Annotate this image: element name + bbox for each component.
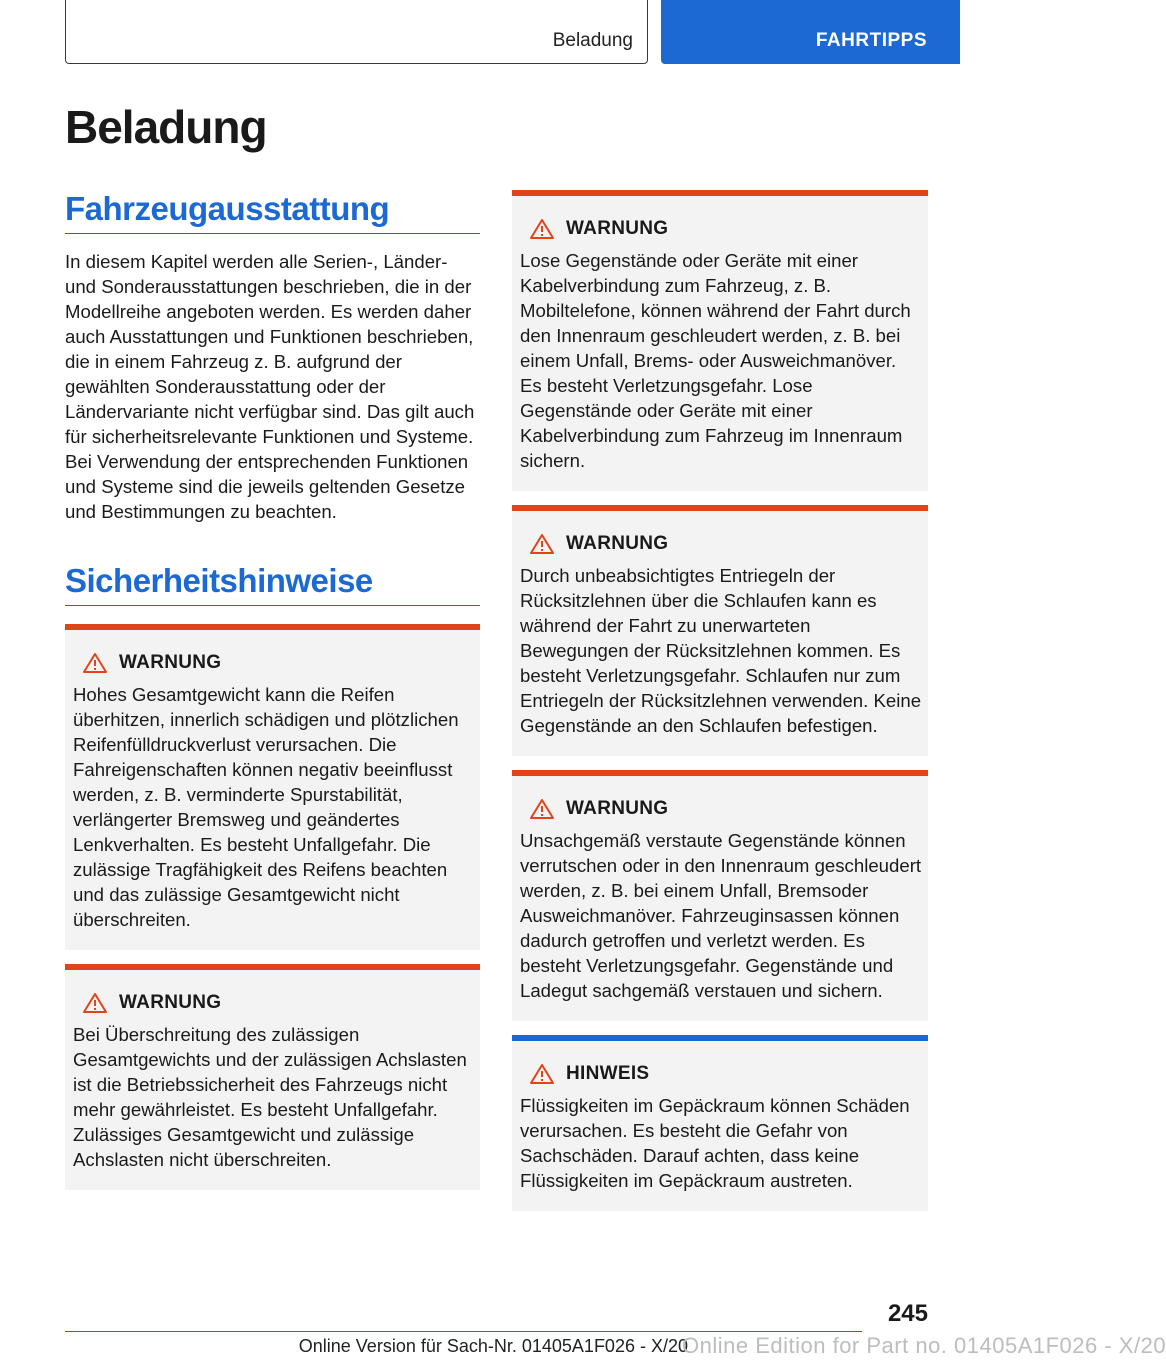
warning-box-text: Unsachgemäß verstaute Gegenstände können verrutschen oder in den Innenraum geschleudert werden, z. B. bei einem Unfall, Bremsoder Ausweichmanöver. Fahrzeuginsassen können dadurch getroffen und verletzt werden. Es besteht Verletzungsgefahr. Gegenstände und Ladegut sachgemäß verstauen und sichern.: [520, 830, 922, 1001]
section-heading-equipment: Fahrzeugausstattung: [65, 190, 480, 234]
note-box-header: [520, 1059, 922, 1089]
warning-box-title: WARNUNG: [566, 798, 669, 819]
section-tab-label: Beladung: [552, 30, 633, 51]
warning-triangle-icon: [524, 218, 560, 240]
warning-box-header: [520, 529, 922, 559]
section-tab: [65, 0, 648, 64]
warning-box-text: Lose Gegenstände oder Geräte mit einer Kabelverbindung zum Fahrzeug, z. B. Mobiltelefone, können während der Fahrt durch den Innenraum geschleudert werden, z. B. bei einem Unfall, Brems- oder Ausweichmanöver. Es besteht Verletzungsgefahr. Lose Gegenstände oder Geräte mit einer Kabelverbindung zum Fahrzeug im Innenraum sichern.: [520, 250, 911, 471]
page-title: Beladung: [65, 101, 267, 153]
warning-box-title: WARNUNG: [119, 652, 222, 673]
warning-box-header: [73, 648, 474, 678]
note-box: [512, 1035, 928, 1211]
watermark: Online Edition for Part no. 01405A1F026 - X/20: [682, 1333, 1166, 1358]
warning-box: [65, 624, 480, 950]
chapter-tab: [661, 0, 960, 64]
warning-box-title: WARNUNG: [566, 533, 669, 554]
warning-triangle-icon: [77, 992, 113, 1014]
warning-box: [512, 505, 928, 756]
warning-box-title: WARNUNG: [566, 218, 669, 239]
warning-box: [512, 770, 928, 1021]
footer-online-version: Online Version für Sach-Nr. 01405A1F026 - X/20: [298, 1336, 688, 1356]
warning-box-text: Durch unbeabsichtigtes Entriegeln der Rücksitzlehnen über die Schlaufen kann es während der Fahrt zu unerwarteten Bewegungen der Rücksitzlehnen kommen. Es besteht Verletzungsgefahr. Schlaufen nur zum Entriegeln der Rücksitzlehnen verwenden. Keine Gegenstände an den Schlaufen befestigen.: [520, 565, 922, 736]
warning-box-header: [73, 988, 474, 1018]
right-column: [512, 190, 928, 1225]
warning-box-text: Hohes Gesamtgewicht kann die Reifen überhitzen, innerlich schädigen und plötzlichen Reifenfülldruckverlust verursachen. Die Fahreigenschaften können negativ beeinflusst werden, z. B. verminderte Spurstabilität, verlängerter Bremsweg und geändertes Lenkverhalten. Es besteht Unfallgefahr. Die zulässige Tragfähigkeit des Reifens beachten und das zulässige Gesamtgewicht nicht überschreiten.: [73, 684, 459, 930]
warning-triangle-icon: [77, 652, 113, 674]
note-box-text: Flüssigkeiten im Gepäckraum können Schäden verursachen. Es besteht die Gefahr von Sachschäden. Darauf achten, dass keine Flüssigkeiten im Gepäckraum austreten.: [520, 1095, 910, 1191]
warning-box-header: [520, 214, 922, 244]
warning-triangle-icon: [524, 533, 560, 555]
chapter-tab-label: FAHRTIPPS: [815, 30, 927, 51]
warning-box: [512, 190, 928, 491]
note-box-title: HINWEIS: [566, 1063, 650, 1084]
footer-divider: [65, 1331, 862, 1332]
warning-box-header: [520, 794, 922, 824]
left-column: [65, 190, 480, 1204]
warning-triangle-icon: [524, 1063, 560, 1085]
section-heading-safety: Sicherheitshinweise: [65, 562, 480, 606]
warning-box-title: WARNUNG: [119, 992, 222, 1013]
warning-box-text: Bei Überschreitung des zulässigen Gesamtgewichts und der zulässigen Achslasten ist die Betriebssicherheit des Fahrzeugs nicht mehr gewährleistet. Es besteht Unfallgefahr. Zulässiges Gesamtgewicht und zulässige Achslasten nicht überschreiten.: [73, 1024, 467, 1170]
warning-triangle-icon: [524, 798, 560, 820]
intro-paragraph: In diesem Kapitel werden alle Serien-, Länder- und Sonderausstattungen beschrieben, die in der Modellreihe angeboten werden. Es werden daher auch Ausstattungen und Funktionen beschrieben, die in einem Fahrzeug z. B. aufgrund der gewählten Sonderausstattung oder der Ländervariante nicht verfügbar sind. Das gilt auch für sicherheitsrelevante Funktionen und Systeme. Bei Verwendung der entsprechenden Funktionen und Systeme sind die jeweils geltenden Gesetze und Bestimmungen zu beachten.: [65, 251, 475, 522]
warning-box: [65, 964, 480, 1190]
page-number: 245: [887, 1300, 928, 1327]
